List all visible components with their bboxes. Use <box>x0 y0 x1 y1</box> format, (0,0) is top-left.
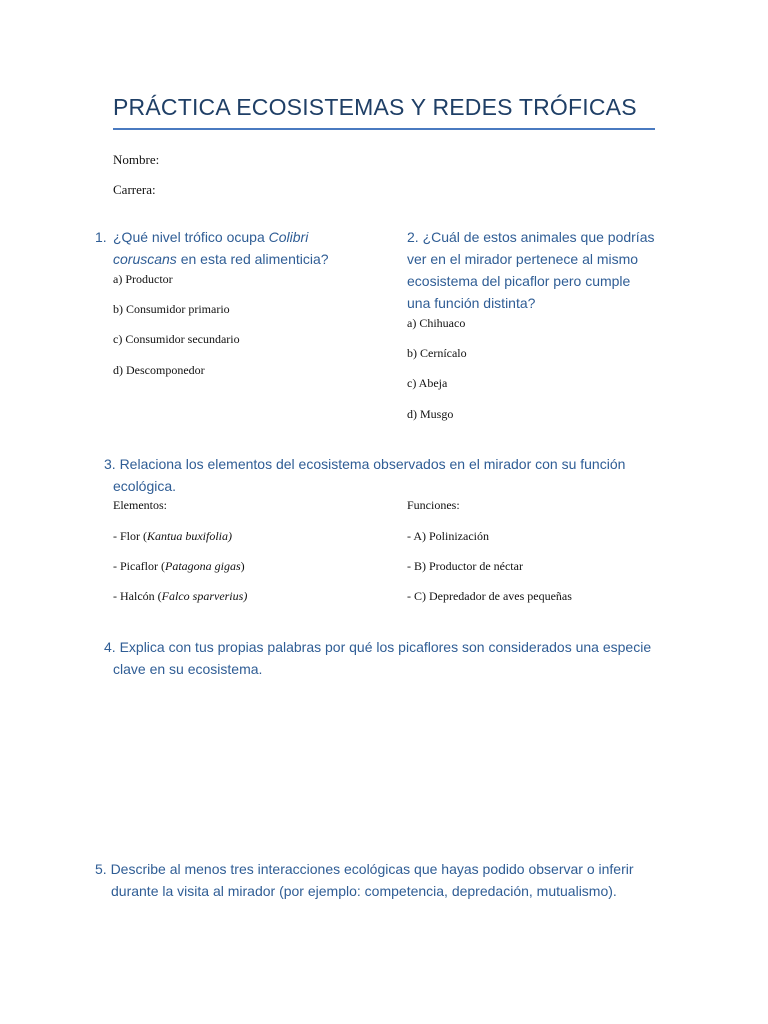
question-4-line-1: 4. Explica con tus propias palabras por qué los picaflores son considerados una especie <box>104 639 652 655</box>
q1-option-c: c) Consumidor secundario <box>113 332 240 346</box>
function-c: - C) Depredador de aves pequeñas <box>407 589 572 603</box>
q1-option-b: b) Consumidor primario <box>113 302 230 316</box>
element-halcon-prefix: - Halcón ( <box>113 589 162 603</box>
question-5-line-1: 5. Describe al menos tres interacciones ecológicas que hayas podido observar o inferir <box>95 861 634 877</box>
question-1-species-genus: Colibri <box>268 229 309 245</box>
question-4-line-2: clave en su ecosistema. <box>113 661 263 677</box>
question-2-line-1: 2. ¿Cuál de estos animales que podrías <box>407 229 655 245</box>
question-1 <box>95 226 355 270</box>
question-1-line-2 <box>113 248 329 270</box>
element-picaflor-suffix: ) <box>240 559 245 573</box>
q2-option-b: b) Cernícalo <box>407 346 467 360</box>
page-title: PRÁCTICA ECOSISTEMAS Y REDES TRÓFICAS <box>113 94 637 120</box>
element-flor-species: Kantua buxifolia) <box>147 529 232 543</box>
question-2-line-3: ecosistema del picaflor pero cumple <box>407 273 631 289</box>
question-1-text-post: en esta red alimenticia? <box>176 251 329 267</box>
q1-option-d: d) Descomponedor <box>113 363 205 377</box>
question-2-line-4: una función distinta? <box>407 295 536 311</box>
title-underline <box>113 128 655 130</box>
q2-option-a: a) Chihuaco <box>407 316 466 330</box>
question-5-line-2: durante la visita al mirador (por ejemplo: competencia, depredación, mutualismo). <box>111 883 617 899</box>
question-1-species-epithet: coruscans <box>113 251 177 267</box>
question-3-line-1: 3. Relaciona los elementos del ecosistema observados en el mirador con su función <box>104 456 626 472</box>
q1-option-a: a) Productor <box>113 272 173 286</box>
question-1-number: 1. <box>95 229 107 245</box>
career-label: Carrera: <box>113 182 156 197</box>
question-1-text-pre: ¿Qué nivel trófico ocupa <box>113 229 269 245</box>
question-3-line-2: ecológica. <box>113 478 177 494</box>
q2-option-d: d) Musgo <box>407 407 454 421</box>
function-a: - A) Polinización <box>407 529 489 543</box>
element-flor-prefix: - Flor ( <box>113 529 147 543</box>
element-picaflor-species: Patagona gigas <box>164 559 241 573</box>
question-1-line-1 <box>113 226 308 248</box>
element-item <box>113 589 247 604</box>
q2-option-c: c) Abeja <box>407 376 448 390</box>
element-halcon-species: Falco sparverius) <box>161 589 248 603</box>
function-b: - B) Productor de néctar <box>407 559 523 573</box>
element-item <box>113 529 232 544</box>
question-2-line-2: ver en el mirador pertenece al mismo <box>407 251 639 267</box>
functions-label: Funciones: <box>407 498 460 512</box>
elements-label: Elementos: <box>113 498 167 512</box>
element-picaflor-prefix: - Picaflor ( <box>113 559 165 573</box>
element-item <box>113 559 245 574</box>
name-label: Nombre: <box>113 152 160 167</box>
